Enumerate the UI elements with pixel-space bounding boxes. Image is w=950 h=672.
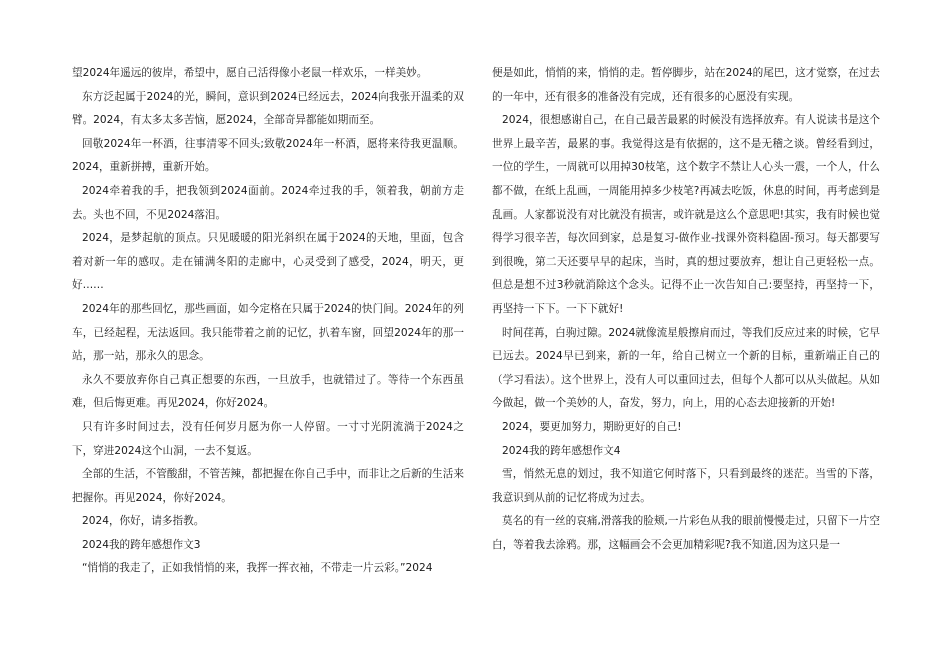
paragraph: 2024，很想感谢自己，在自己最苦最累的时候没有选择放弃。有人说读书是这个世界上最辛苦，最累的事。我觉得这是有依据的，这不是无稽之谈。曾经看到过，一位的学生，一周就可以用掉30枝笔，这个数字不禁让人心头一震，一个人，什么都不做，在纸上乱画，一周能用掉多少枝笔?再减去吃饭，休息的时间，再考虑到是乱画。人家都说没有对比就没有损害，或许就是这么个意思吧!其实，我有时候也觉得学习很辛苦，每次回到家，总是复习-做作业-找课外资料稳固-预习。每天都要写到很晚，第二天还要早早的起床，当时，真的想过要放弃，想让自己更轻松一点。但总是想不过3秒就消除这个念头。记得不止一次告知自己:要坚持，再坚持一下，再坚持一下下。一下下就好! [492, 114, 880, 315]
paragraph: 全部的生活，不管酸甜，不管苦辣，都把握在你自己手中，而非让之后新的生活来把握你。再见2024，你好2024。 [72, 468, 464, 504]
paragraph: 2024，是梦起航的顶点。只见暖暖的阳光斜织在属于2024的天地，里面，包含着对新一年的感叹。走在铺满冬阳的走廊中，心灵受到了感受，2024，明天，更好…… [72, 232, 464, 292]
paragraph: 2024年的那些回忆，那些画面，如今定格在只属于2024的快门间。2024年的列车，已经起程，无法返回。我只能带着之前的记忆，扒着车窗，回望2024年的那一站，那一站，那永久的思念。 [72, 302, 464, 363]
paragraph: 回敬2024年一杯酒，往事清零不回头;致敬2024年一杯酒，愿将来待我更温顺。2024，重新拼搏，重新开始。 [72, 137, 464, 174]
left-column [72, 62, 464, 581]
paragraph: 时间荏苒，白驹过隙。2024就像流星般擦肩而过，等我们反应过来的时候，它早已远去。2024早已到来，新的一年，给自己树立一个新的目标，重新端正自己的（学习看法）。这个世界上，没有人可以重回过去，但每个人都可以从头做起。从如今做起，做一个美妙的人，奋发，努力，向上，用的心态去迎接新的开始! [492, 326, 880, 410]
paragraph: 雪，悄然无息的划过，我不知道它何时落下，只看到最终的迷茫。当雪的下落，我意识到从前的记忆将成为过去。 [492, 468, 880, 504]
right-column [492, 62, 880, 557]
paragraph: 只有许多时间过去，没有任何岁月愿为你一人停留。一寸寸光阴流淌于2024之下，穿进2024这个山洞，一去不复返。 [72, 420, 464, 457]
paragraph: 2024，你好，请多指教。 [82, 515, 205, 528]
paragraph: 东方泛起属于2024的光，瞬间，意识到2024已经远去，2024向我张开温柔的双臂。2024，有太多太多苦恼，愿2024，全部奇异都能如期而至。 [72, 90, 464, 127]
paragraph: 2024牵着我的手，把我领到2024面前。2024牵过我的手，领着我，朝前方走去。头也不回，不见2024落泪。 [72, 184, 464, 221]
section-heading: 2024我的跨年感想作文4 [502, 444, 621, 457]
paragraph: 莫名的有一丝的哀痛,滑落我的脸颊,一片彩色从我的眼前慢慢走过，只留下一片空白，等着我去涂鸦。那，这幅画会不会更加精彩呢?我不知道,因为这只是一 [492, 515, 880, 551]
paragraph: 2024，要更加努力，期盼更好的自己! [502, 420, 682, 433]
section-heading: 2024我的跨年感想作文3 [82, 538, 201, 551]
paragraph: 望2024年遥远的彼岸，希望中，愿自己活得像小老鼠一样欢乐，一样美妙。 [72, 67, 428, 79]
paragraph: 便是如此，悄悄的来，悄悄的走。暂停脚步，站在2024的尾巴，这才觉察，在过去的一年中，还有很多的准备没有完成，还有很多的心愿没有实现。 [492, 67, 880, 103]
paragraph: 永久不要放弃你自己真正想要的东西，一旦放手，也就错过了。等待一个东西虽难，但后悔更难。再见2024，你好2024。 [72, 373, 464, 410]
paragraph: “悄悄的我走了，正如我悄悄的来，我挥一挥衣袖，不带走一片云彩。”2024 [82, 562, 433, 575]
